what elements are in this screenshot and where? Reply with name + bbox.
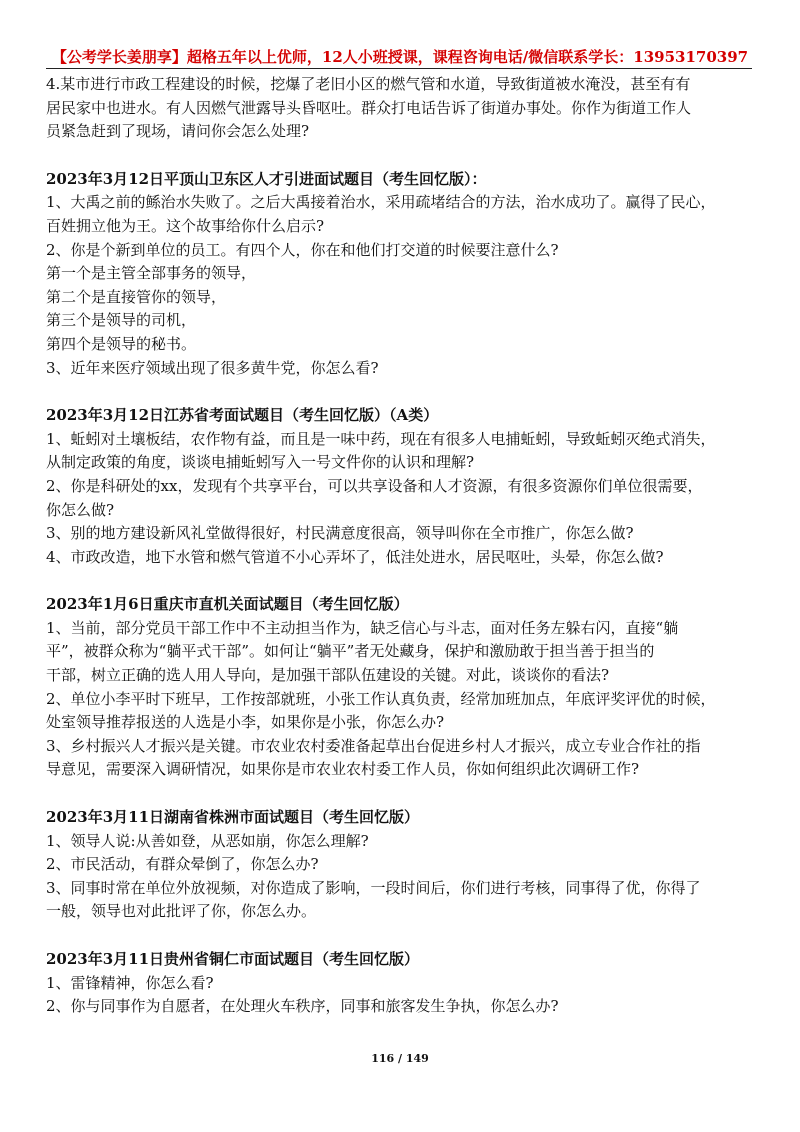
- question-section: [46, 73, 756, 144]
- page-header: 【公考学长姜朋享】超格五年以上优师，12人小班授课，课程咨询电话/微信联系学长：13953170397: [51, 48, 749, 66]
- question-line: 3、同事时常在单位外放视频，对你造成了影响，一段时间后，你们进行考核，同事得了优，你得了: [46, 878, 701, 897]
- question-line: 3、近年来医疗领域出现了很多黄牛党，你怎么看?: [46, 358, 379, 377]
- section-gap: [46, 380, 756, 404]
- question-line: 3、乡村振兴人才振兴是关键。市农业农村委准备起草出台促进乡村人才振兴，成立专业合作社的指: [46, 736, 701, 755]
- question-line: 第四个是领导的秘书。: [46, 334, 197, 353]
- question-line: 平”，被群众称为“躺平式干部”。如何让“躺平”者无处藏身，保护和激励敢于担当善于担当的: [46, 642, 655, 661]
- section-title: 2023年1月6日重庆市直机关面试题目（考生回忆版）: [46, 595, 409, 614]
- question-section: [46, 168, 756, 380]
- question-line: 第二个是直接管你的领导，: [46, 287, 227, 306]
- question-line: 导意见，需要深入调研情况，如果你是市农业农村委工作人员，你如何组织此次调研工作?: [46, 760, 640, 779]
- question-section: [46, 404, 756, 569]
- question-line: 1、蚯蚓对土壤板结，农作物有益，而且是一味中药，现在有很多人电捕蚯蚓，导致蚯蚓灭绝式消失，: [46, 429, 716, 448]
- section-gap: [46, 924, 756, 948]
- question-line: 2、市民活动，有群众晕倒了，你怎么办?: [46, 855, 319, 874]
- question-line: 1、雷锋精神，你怎么看?: [46, 973, 214, 992]
- section-title: 2023年3月12日平顶山卫东区人才引进面试题目（考生回忆版）：: [46, 169, 487, 188]
- question-section: [46, 806, 756, 924]
- question-line: 一般，领导也对此批评了你，你怎么办。: [46, 902, 317, 921]
- header-divider: [46, 68, 752, 69]
- section-gap: [46, 144, 756, 168]
- question-line: 1、大禹之前的鲧治水失败了。之后大禹接着治水，采用疏堵结合的方法，治水成功了。赢得了民心，: [46, 193, 716, 212]
- question-line: 第一个是主管全部事务的领导，: [46, 264, 257, 283]
- question-line: 从制定政策的角度，谈谈电捕蚯蚓写入一号文件你的认识和理解?: [46, 453, 475, 472]
- question-line: 1、领导人说:从善如登，从恶如崩，你怎么理解?: [46, 831, 369, 850]
- question-line: 2、你与同事作为自愿者，在处理火车秩序，同事和旅客发生争执，你怎么办?: [46, 997, 559, 1016]
- question-line: 2、你是个新到单位的员工。有四个人，你在和他们打交道的时候要注意什么?: [46, 240, 559, 259]
- page-number: 116 / 149: [371, 1052, 429, 1065]
- question-line: 处室领导推荐报送的人选是小李，如果你是小张，你怎么办?: [46, 713, 445, 732]
- section-title: 2023年3月12日江苏省考面试题目（考生回忆版）（A类）: [46, 406, 439, 425]
- section-title: 2023年3月11日贵州省铜仁市面试题目（考生回忆版）: [46, 950, 420, 968]
- question-section: [46, 593, 756, 782]
- question-line: 4.某市进行市政工程建设的时候，挖爆了老旧小区的燃气管和水道，导致街道被水淹没，甚至有有: [46, 75, 691, 93]
- question-line: 居民家中也进水。有人因燃气泄露导头昏呕吐。群众打电话告诉了街道办事处。你作为街道工作人: [46, 98, 692, 117]
- section-gap: [46, 569, 756, 593]
- document-body: [46, 73, 756, 1019]
- question-line: 3、别的地方建设新风礼堂做得很好，村民满意度很高，领导叫你在全市推广，你怎么做?: [46, 524, 634, 543]
- question-line: 1、当前，部分党员干部工作中不主动担当作为，缺乏信心与斗志，面对任务左躲右闪，直接“躺: [46, 618, 679, 637]
- section-title: 2023年3月11日湖南省株洲市面试题目（考生回忆版）: [46, 808, 420, 827]
- question-line: 2、你是科研处的xx，发现有个共享平台，可以共享设备和人才资源，有很多资源你们单位很需要，: [46, 476, 703, 495]
- question-section: [46, 948, 756, 1019]
- question-line: 你怎么做?: [46, 500, 115, 519]
- question-line: 2、单位小李平时下班早，工作按部就班，小张工作认真负责，经常加班加点，年底评奖评优的时候，: [46, 689, 716, 708]
- question-line: 4、市政改造，地下水管和燃气管道不小心弄坏了，低洼处进水，居民呕吐，头晕，你怎么做?: [46, 547, 664, 566]
- question-line: 第三个是领导的司机，: [46, 311, 197, 330]
- question-line: 干部，树立正确的选人用人导向，是加强干部队伍建设的关键。对此，谈谈你的看法?: [46, 666, 610, 685]
- question-line: 百姓拥立他为王。这个故事给你什么启示?: [46, 216, 325, 235]
- section-gap: [46, 782, 756, 806]
- question-line: 员紧急赶到了现场，请问你会怎么处理?: [46, 122, 310, 141]
